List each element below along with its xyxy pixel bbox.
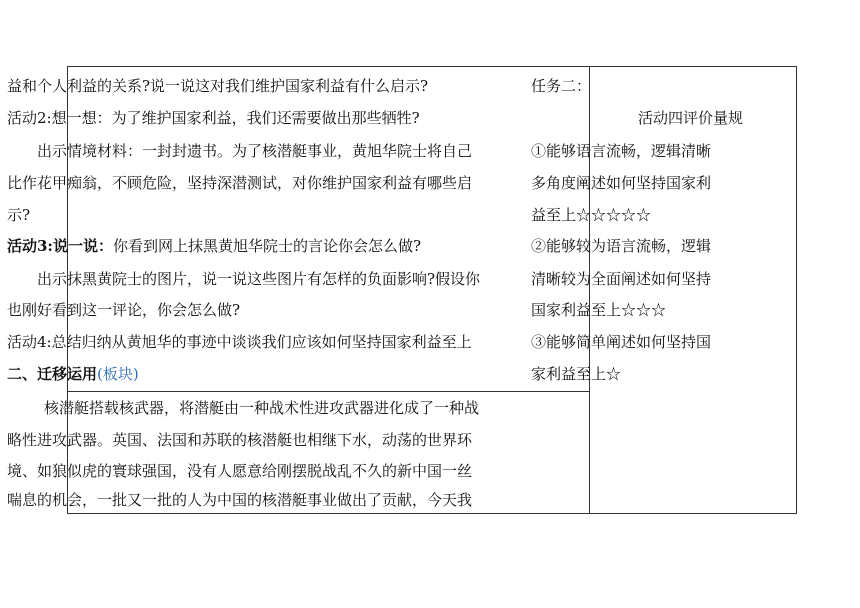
rubric-line: ③能够简单阐述如何坚持国 <box>531 333 712 351</box>
rubric-line: 国家利益至上☆☆☆ <box>531 301 667 319</box>
rubric-line: 家利益至上☆ <box>531 365 622 383</box>
scenario-line: 出示抹黑黄院士的图片，说一说这些图片有怎样的负面影响?假设你 <box>37 270 481 288</box>
section-heading-tag: (板块) <box>97 365 139 383</box>
rubric-line: ①能够语言流畅，逻辑清晰 <box>531 142 712 160</box>
section-heading-title: 二、迁移运用 <box>7 365 98 383</box>
section-separator <box>68 391 589 392</box>
activity-3-label: 活动3:说一说： <box>7 237 113 255</box>
scenario-line: 也刚好看到这一评论，你会怎么做? <box>7 301 241 319</box>
scenario-line: 出示情境材料：一封封遗书。为了核潜艇事业，黄旭华院士将自己 <box>37 142 473 160</box>
rubric-line: 清晰较为全面阐述如何坚持 <box>531 270 712 288</box>
scenario-line: 示? <box>7 206 31 224</box>
rubric-line: ②能够较为语言流畅，逻辑 <box>531 237 712 255</box>
paragraph-line: 境、如狼似虎的寰球强国，没有人愿意给刚摆脱战乱不久的新中国一丝 <box>7 462 473 480</box>
column-divider <box>589 67 590 513</box>
section-heading <box>7 364 139 384</box>
activity-3-text: 你看到网上抹黑黄旭华院士的言论你会怎么做? <box>112 237 422 255</box>
activity-2-line: 活动2:想一想：为了维护国家利益，我们还需要做出那些牺牲? <box>7 109 420 127</box>
activity-3-line <box>7 236 421 256</box>
rubric-line: 多角度阐述如何坚持国家利 <box>531 174 712 192</box>
task-heading: 任务二： <box>531 77 592 95</box>
scenario-line: 比作花甲痴翁，不顾危险，坚持深潜测试，对你维护国家利益有哪些启 <box>7 174 473 192</box>
paragraph-line: 喘息的机会，一批又一批的人为中国的核潜艇事业做出了贡献，今天我 <box>7 491 473 509</box>
paragraph-line: 核潜艇搭载核武器，将潜艇由一种战术性进攻武器进化成了一种战 <box>44 399 480 417</box>
activity-text-line: 益和个人利益的关系?说一说这对我们维护国家利益有什么启示? <box>7 77 429 95</box>
rubric-title: 活动四评价量规 <box>638 109 744 127</box>
paragraph-line: 略性进攻武器。英国、法国和苏联的核潜艇也相继下水，动荡的世界环 <box>7 431 473 449</box>
rubric-line: 益至上☆☆☆☆☆ <box>531 206 652 224</box>
activity-4-line: 活动4:总结归纳从黄旭华的事迹中谈谈我们应该如何坚持国家利益至上 <box>7 333 472 351</box>
